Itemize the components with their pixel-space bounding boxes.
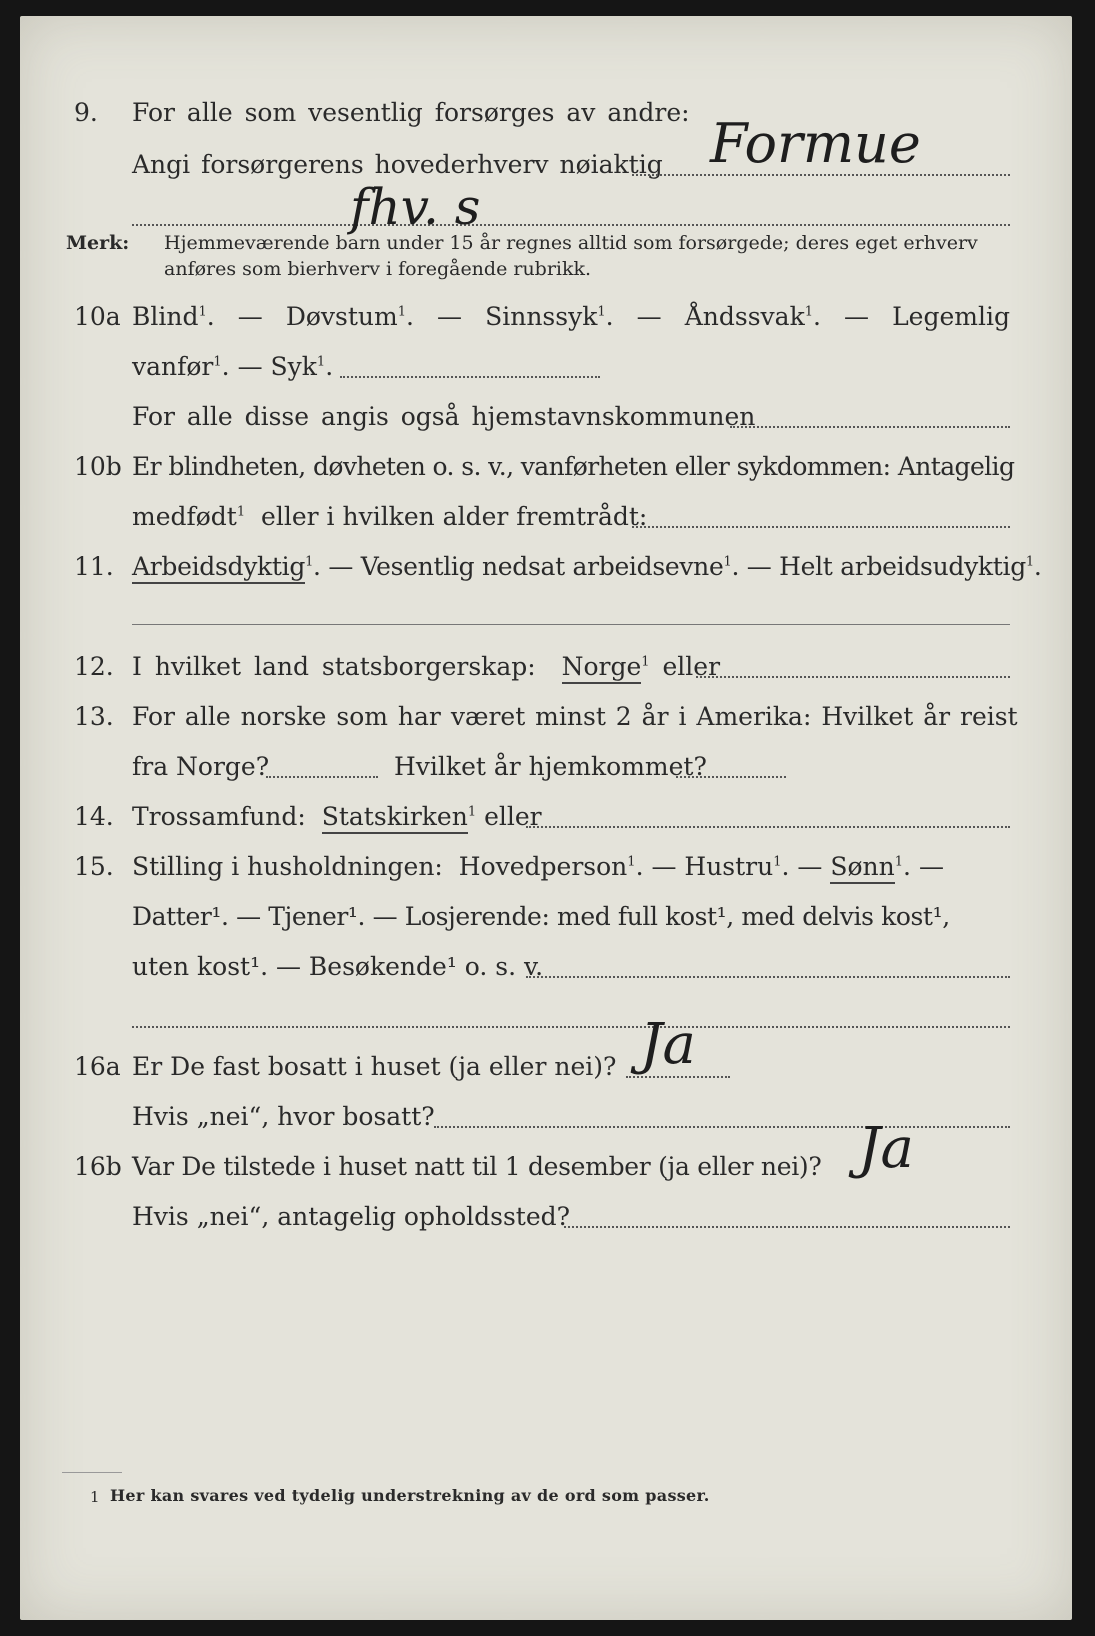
q16b-line2: Hvis „nei“, antagelig opholdssted? [132,1202,571,1231]
census-form-page [20,16,1072,1620]
footnote-rule [62,1472,122,1473]
q15-answer-line [526,976,1010,978]
merk-line2: anføres som bierhverv i foregående rubrikk. [164,258,592,280]
q13-line1: For alle norske som har været minst 2 år i Amerika: Hvilket år reist [132,702,1018,731]
q9-number: 9. [74,98,98,127]
q15-line1: Stilling i husholdningen: Hovedperson$^1$. — Hustru$^1$. — Sønn$^1$. — [132,852,944,881]
q11-number: 11. [74,552,114,581]
q10a-kommune-line [730,426,1010,428]
footnote-text: Her kan svares ved tydelig understrekning av de ord som passer. [110,1486,710,1505]
q16a-line1: Er De fast bosatt i huset (ja eller nei)? [132,1052,617,1081]
q14-answer-line [526,826,1010,828]
q9-line1: For alle som vesentlig forsørges av andre: [132,98,690,127]
q11-answer-line [132,624,1010,625]
q13-line2b: Hvilket år hjemkommet? [394,752,707,781]
q12-number: 12. [74,652,114,681]
q13-hjemkommet-line [676,776,786,778]
q13-reist-line [266,776,378,778]
q14-line: Trossamfund: Statskirken$^1$ eller [132,802,542,831]
q10b-opt-medfodt[interactable]: medfødt [132,502,237,531]
q16b-line1: Var De tilstede i huset natt til 1 desember (ja eller nei)? [132,1152,822,1181]
q12-opt-norge[interactable]: Norge [562,652,642,684]
q15-opt-hustru[interactable]: Hustru [684,852,774,881]
q10a-opt-legemlig[interactable]: Legemlig [892,302,1010,331]
q16a-bosatt-line [434,1126,1010,1128]
q11-line: Arbeidsdyktig$^1$. — Vesentlig nedsat arbeidsevne$^1$. — Helt arbeidsudyktig$^1$. [132,552,1042,581]
q15-number: 15. [74,852,114,881]
q10b-age-line [632,526,1010,528]
q10a-opt-vanfor[interactable]: vanfør [132,352,214,381]
q16a-line2: Hvis „nei“, hvor bosatt? [132,1102,435,1131]
q15-line3: uten kost¹. — Besøkende¹ o. s. v. [132,952,544,981]
q10a-opt-blind[interactable]: Blind [132,302,199,331]
q12-answer-line [696,676,1010,678]
q10a-syk-line [340,376,600,378]
q10a-line2: vanfør$^1$. — Syk$^1$. [132,352,334,381]
q16b-handwritten-answer: Ja [858,1116,914,1181]
q10a-opt-syk[interactable]: Syk [270,352,317,381]
q9-line2: Angi forsørgerens hovederhverv nøiaktig [132,150,663,179]
q16b-number: 16b [74,1152,122,1181]
q10b-line1: Er blindheten, døvheten o. s. v., vanførheten eller sykdommen: Antagelig [132,452,1015,481]
q13-number: 13. [74,702,114,731]
footnote-mark: 1 [90,1488,100,1506]
q10a-opt-andssvak[interactable]: Åndssvak [684,302,805,331]
q11-opt-udyktig[interactable]: Helt arbeidsudyktig [779,552,1026,581]
q10a-opt-sinnssyk[interactable]: Sinnssyk [485,302,598,331]
q9-handwritten-answer: Formue [710,112,921,175]
q11-opt-nedsat[interactable]: Vesentlig nedsat arbeidsevne [360,552,724,581]
q15-answer-line-2 [132,1026,1010,1028]
q10a-line3: For alle disse angis også hjemstavnskommunen [132,402,756,431]
q9-handwritten-answer-2: fhv. s [350,178,481,236]
q16a-handwritten-answer: Ja [640,1012,696,1077]
q15-line2: Datter¹. — Tjener¹. — Losjerende: med full kost¹, med delvis kost¹, [132,902,950,931]
q10a-opt-dovstum[interactable]: Døvstum [285,302,398,331]
q9-answer-line-2 [132,224,1010,226]
q13-line2a: fra Norge? [132,752,270,781]
q10a-number: 10a [74,302,121,331]
q10b-number: 10b [74,452,122,481]
q15-opt-sonn[interactable]: Sønn [830,852,894,884]
q10b-line2: medfødt$^1$ eller i hvilken alder fremtrådt: [132,502,648,531]
q12-line: I hvilket land statsborgerskap: Norge$^1$ eller [132,652,720,681]
q14-number: 14. [74,802,114,831]
q16b-opholdssted-line [564,1226,1010,1228]
q10a-line1: Blind$^1$. — Døvstum$^1$. — Sinnssyk$^1$. — Åndssvak$^1$. — Legemlig [132,302,1010,331]
merk-label: Merk: [66,232,130,254]
q11-opt-arbeidsdyktig[interactable]: Arbeidsdyktig [132,552,305,584]
q15-opt-hovedperson[interactable]: Hovedperson [458,852,628,881]
q16a-number: 16a [74,1052,121,1081]
q14-opt-statskirken[interactable]: Statskirken [322,802,468,834]
merk-line1: Hjemmeværende barn under 15 år regnes alltid som forsørgede; deres eget erhverv [164,232,978,254]
